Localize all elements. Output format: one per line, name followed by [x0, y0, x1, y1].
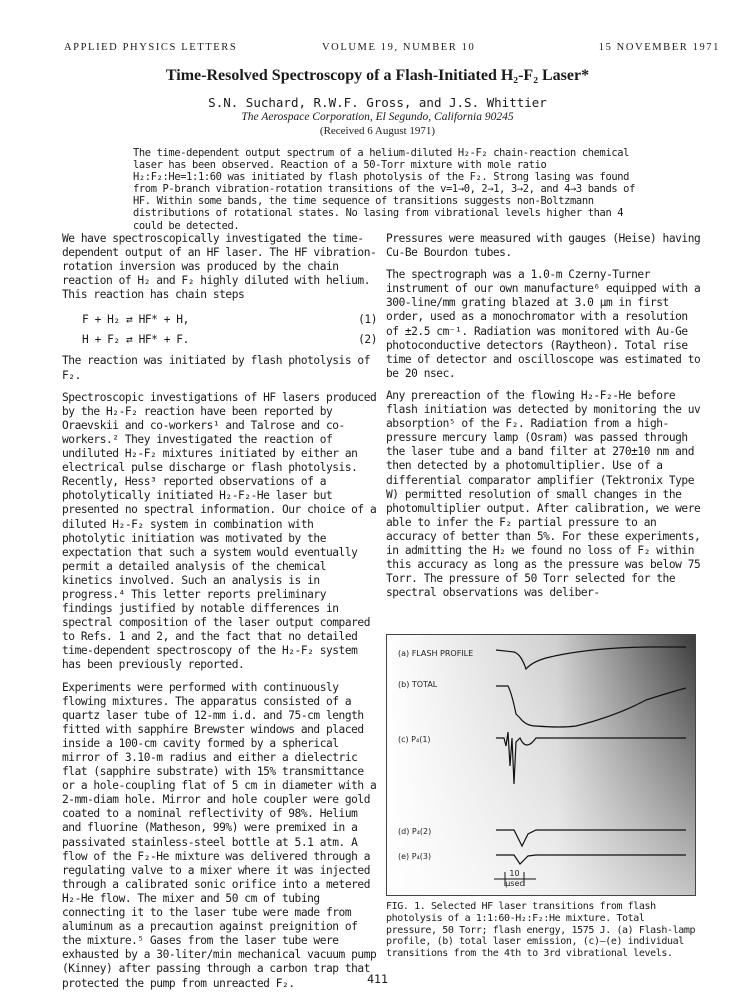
scale-unit: μsec — [505, 879, 524, 888]
authors: S.N. Suchard, R.W.F. Gross, and J.S. Whittier — [208, 95, 547, 110]
paragraph: Experiments were performed with continuously flowing mixtures. The apparatus consisted of a quartz laser tube of 12-mm i.d. and 75-cm length fitted with sapphire Brewster windows and placed inside a 100-cm cavity formed by a spherical mirror of 3.10-m radius and either a dielectric flat (sapphire substrate) with 15% transmittance or a hole-coupling flat of 5 cm in diameter with a 2-mm-diam hole. Mirror and hole coupler were gold coated to a nominal reflectivity of 98%. Helium and fluorine (Matheson, 99%) were premixed in a passivated stainless-steel bottle at 5.1 atm. A flow of the F₂-He mixture was delivered through a regulating valve to a mixer where it was injected through a calibrated sonic orifice into a metered H₂-He flow. The mixer and 50 cm of tubing connecting it to the laser tube were made from aluminum as a precaution against preignition of the mixture.⁵ Gases from the laser tube were exhausted by a 30-liter/min mechanical vacuum pump (Kinney) after passing through a carbon trap that protected the pump from unreacted F₂. — [62, 680, 377, 990]
paragraph: The spectrograph was a 1.0-m Czerny-Turner instrument of our own manufacture⁶ equipped with a 300-line/mm grating blazed at 3.0 μm in first order, used as a monochromator with a resolution of ±2.5 cm⁻¹. Radiation was monitored with Au-Ge photoconductive detectors (Raytheon). Total rise time of detector and oscilloscope was estimated to be 20 nsec. — [386, 268, 701, 380]
paragraph: Any prereaction of the flowing H₂-F₂-He before flash initiation was detected by monitoring the uv absorption⁵ of the F₂. Radiation from a high-pressure mercury lamp (Osram) was passed through the laser tube and a band filter at 270±10 nm and then detected by a photomultiplier. Use of a differential comparator amplifier (Tektronix Type W) permitted resolution of small changes in the photomultiplier output. After calibration, we were able to infer the F₂ partial pressure to an accuracy of better than 5%. For these experiments, in admitting the H₂ we found no loss of F₂ within this accuracy as long as the pressure was below 75 Torr. The pressure of 50 Torr selected for the spectral observations was deliber- — [386, 388, 701, 600]
panel-label-a: (a) FLASH PROFILE — [398, 649, 474, 658]
figure-caption: FIG. 1. Selected HF laser transitions from flash photolysis of a 1:1:60-H₂:F₂:He mixture. Total pressure, 50 Torr; flash energy, 1575 J. (a) Flash-lamp profile, (b) total laser emission, (c)–(e) individual transitions from the 4th to 3rd vibrational levels. — [386, 901, 696, 960]
panel-label-c: (c) P₄(1) — [398, 735, 431, 744]
paragraph: We have spectroscopically investigated the time-dependent output of an HF laser. The HF vibration-rotation inversion was produced by the chain reaction of H₂ and F₂ highly diluted with helium. This reaction has chain steps — [62, 232, 377, 302]
volume-number: VOLUME 19, NUMBER 10 — [322, 42, 476, 53]
issue-date: 15 NOVEMBER 1971 — [598, 42, 720, 53]
scale-value: 10 — [509, 869, 520, 878]
oscillogram-figure — [386, 634, 696, 896]
abstract: The time-dependent output spectrum of a helium-diluted H₂-F₂ chain-reaction chemical laser has been observed. Reaction of a 50-Torr mixture with mole ratio H₂:F₂:He=1:1:60 was initiated by flash photolysis of the F₂. Strong lasing was found from P-branch vibration-rotation transitions of the v=1→0, 2→1, 3→2, and 4→3 bands of HF. Within some bands, the time sequence of transitions suggests non-Boltzmann distributions of rotational states. No lasing from vibrational levels higher than 4 could be detected. — [133, 147, 635, 232]
paragraph: Pressures were measured with gauges (Heise) having Cu-Be Bourdon tubes. — [386, 232, 701, 260]
panel-label-e: (e) P₄(3) — [398, 852, 432, 861]
paragraph: The reaction was initiated by flash photolysis of F₂. — [62, 354, 370, 382]
equation-1 — [62, 310, 377, 330]
running-header — [64, 42, 720, 56]
equation-number: (1) — [358, 313, 377, 327]
figure-1 — [386, 634, 696, 896]
equation-expression: H + F₂ ⇄ HF* + F. — [82, 333, 189, 347]
page-number: 411 — [367, 972, 388, 986]
journal-name: APPLIED PHYSICS LETTERS — [64, 42, 238, 53]
received-date: (Received 6 August 1971) — [319, 125, 436, 137]
right-column — [386, 232, 703, 608]
panel-label-b: (b) TOTAL — [398, 680, 438, 689]
equation-2 — [62, 330, 377, 350]
affiliation: The Aerospace Corporation, El Segundo, California 90245 — [241, 111, 514, 123]
equation-number: (2) — [358, 333, 377, 347]
equation-expression: F + H₂ ⇄ HF* + H, — [82, 313, 189, 327]
paragraph: Spectroscopic investigations of HF lasers produced by the H₂-F₂ reaction have been reported by Oraevskii and co-workers¹ and Talrose and co-workers.² They investigated the reaction of undiluted H₂-F₂ mixtures initiated by either an electrical pulse discharge or flash photolysis. Recently, Hess³ reported observations of a photolytically initiated H₂-F₂-He laser but presented no spectral information. Our choice of a diluted H₂-F₂ system in combination with photolytic initiation was motivated by the expectation that such a system would eventually permit a detailed analysis of the chemical kinetics involved. Such an analysis is in progress.⁴ This letter reports preliminary findings justified by notable differences in spectral composition of the laser output compared to Refs. 1 and 2, and the fact that no detailed time-dependent spectroscopy of the H₂-F₂ system has been previously reported. — [62, 390, 377, 672]
left-column — [62, 232, 377, 999]
paper-title: Time-Resolved Spectroscopy of a Flash-Initiated H₂-F₂ Laser* — [165, 67, 590, 84]
panel-label-d: (d) P₄(2) — [398, 827, 432, 836]
